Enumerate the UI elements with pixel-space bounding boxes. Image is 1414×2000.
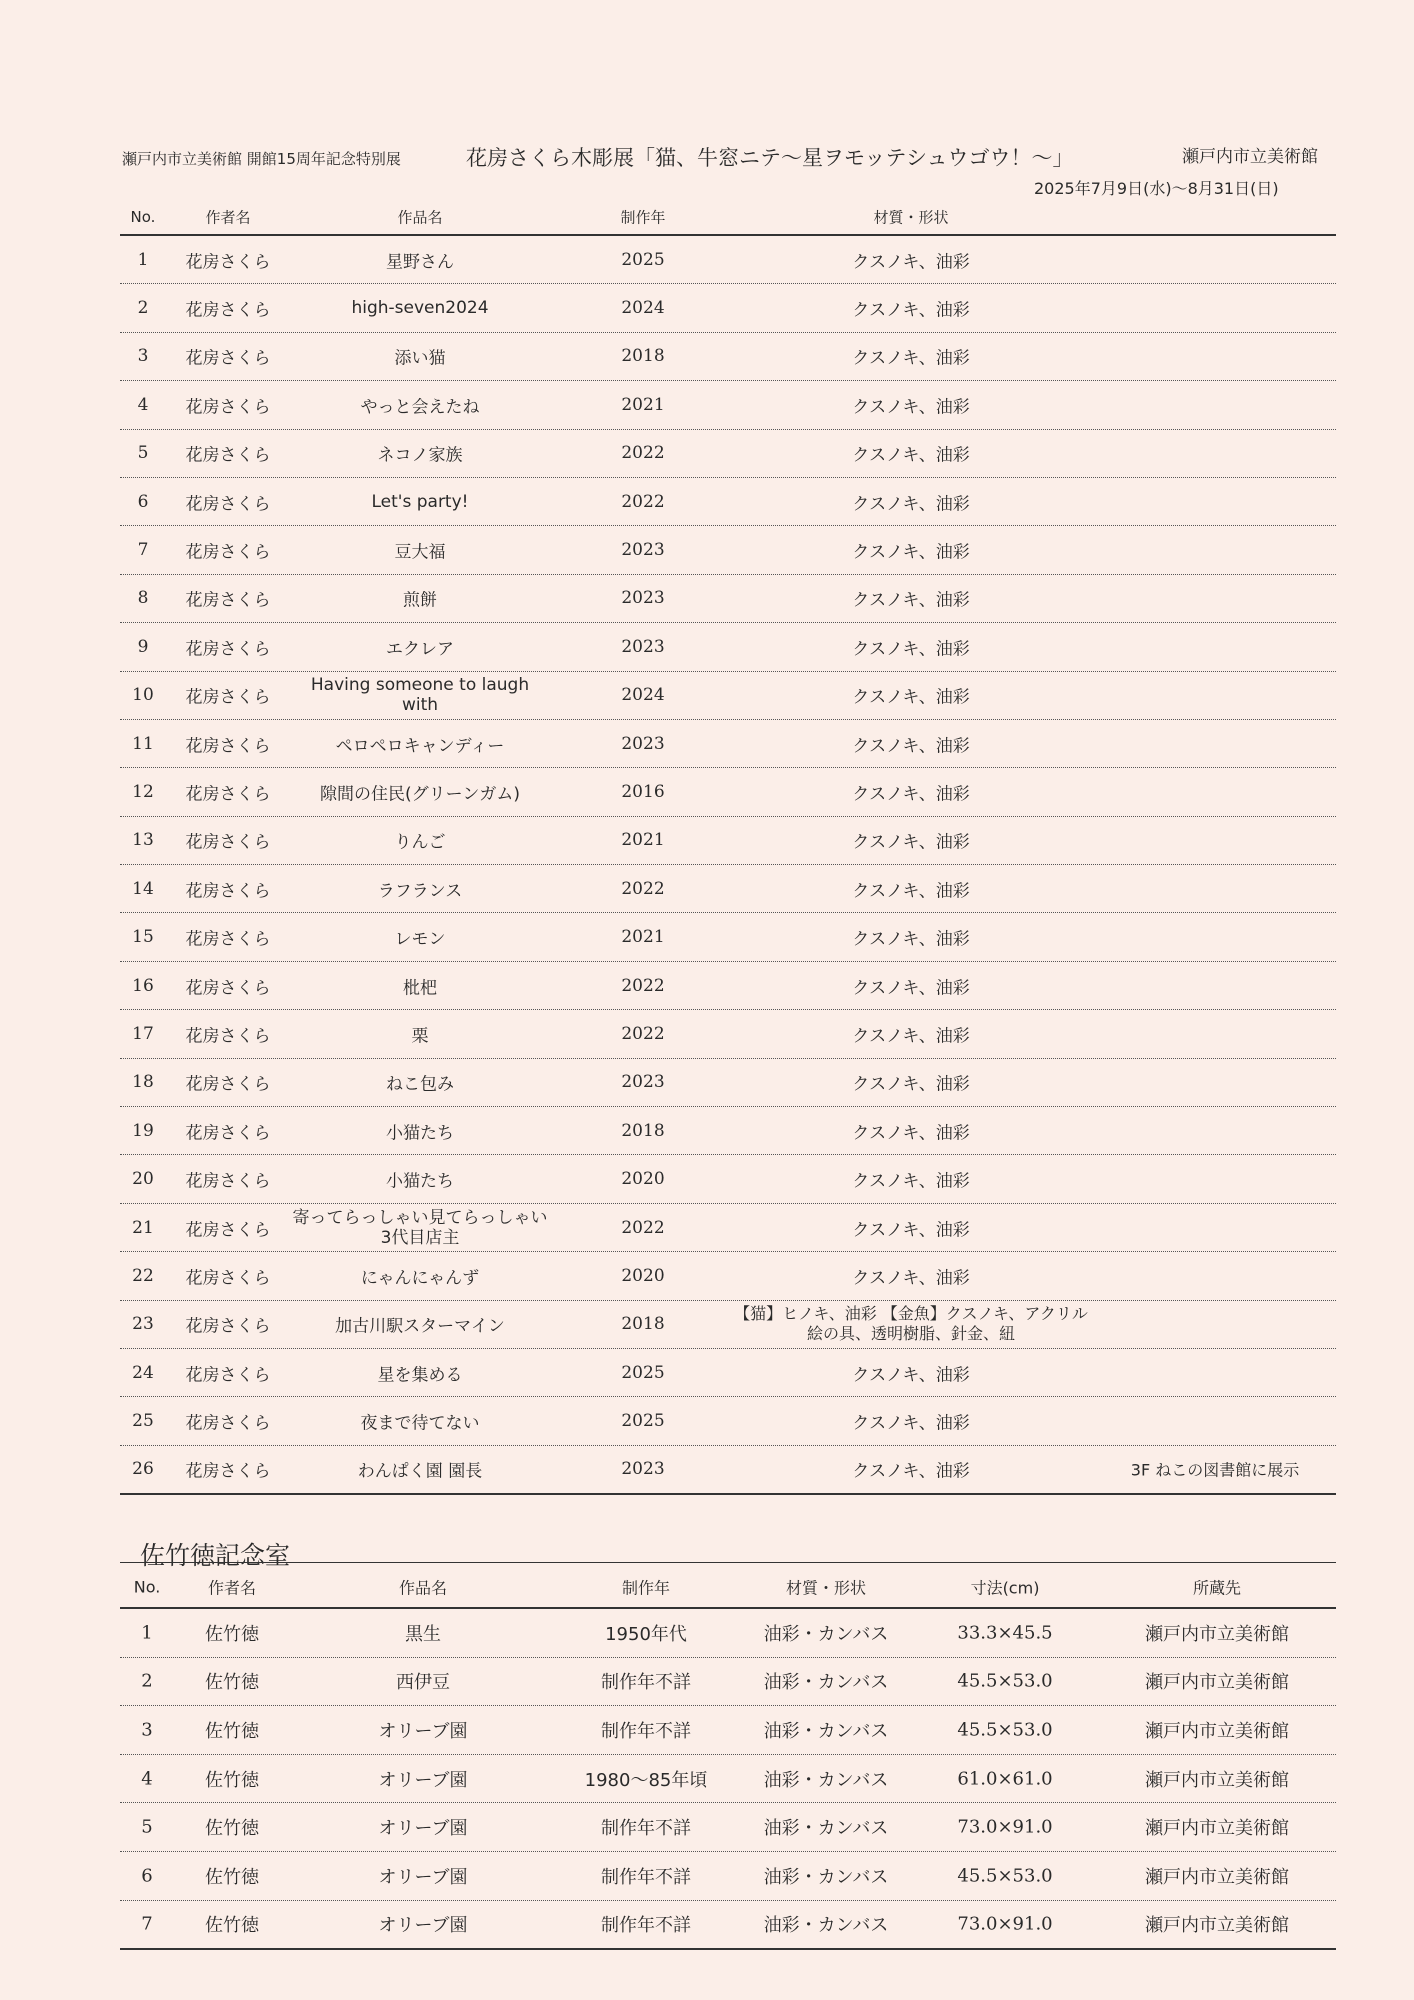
- row-work: ねこ包み: [386, 1074, 454, 1095]
- row-year: 2018: [621, 346, 665, 367]
- row-author: 花房さくら: [185, 1171, 271, 1192]
- row-no: 16: [132, 975, 154, 996]
- row-work: オリーブ園: [378, 1720, 468, 1742]
- row-no: 2: [137, 298, 149, 319]
- row-author: 花房さくら: [185, 639, 271, 660]
- row-author: 花房さくら: [185, 252, 271, 273]
- row-material: クスノキ、油彩: [852, 1026, 970, 1047]
- row-material: クスノキ、油彩: [852, 687, 970, 708]
- row-author: 佐竹徳: [205, 1818, 259, 1840]
- row-author: 花房さくら: [185, 1220, 271, 1240]
- table-row: [120, 1852, 1336, 1901]
- row-no: 4: [141, 1768, 153, 1790]
- row-material: クスノキ、油彩: [852, 929, 970, 950]
- row-year: 2025: [621, 1362, 665, 1383]
- row-no: 13: [132, 830, 154, 851]
- header-subtitle: 瀬戸内市立美術館 開館15周年記念特別展: [122, 150, 401, 168]
- row-work: オリーブ園: [378, 1769, 468, 1791]
- table-row: [120, 1204, 1336, 1252]
- header-work: 作品名: [398, 1578, 448, 1597]
- row-year: 2022: [621, 443, 665, 464]
- row-work: [311, 675, 529, 715]
- row-year: 制作年不詳: [601, 1672, 691, 1694]
- row-work: やっと会えたね: [360, 397, 480, 418]
- row-year: 2023: [621, 1072, 665, 1093]
- row-author: 花房さくら: [185, 1268, 271, 1289]
- header-material: 材質・形状: [873, 208, 949, 227]
- row-year: 2024: [621, 685, 665, 706]
- row-no: 1: [141, 1622, 153, 1644]
- row-size: 33.3×45.5: [957, 1622, 1053, 1644]
- works-table-header: [120, 200, 1336, 236]
- row-material: クスノキ、油彩: [852, 1171, 970, 1192]
- table-row: [120, 817, 1336, 865]
- row-year: 2020: [621, 1169, 665, 1190]
- row-size: 45.5×53.0: [957, 1865, 1053, 1887]
- row-year: 制作年不詳: [601, 1915, 691, 1937]
- row-work: 夜まで待てない: [360, 1413, 480, 1434]
- table-row: [120, 1446, 1336, 1495]
- row-work: 黒生: [405, 1623, 441, 1645]
- row-no: 18: [132, 1072, 154, 1093]
- row-year: 2018: [621, 1120, 665, 1141]
- row-work: 豆大福: [394, 542, 446, 563]
- memorial-table: [120, 1566, 1336, 1950]
- table-row: [120, 1706, 1336, 1755]
- row-material: クスノキ、油彩: [852, 348, 970, 369]
- row-no: 25: [132, 1411, 154, 1432]
- memorial-table-header: [120, 1566, 1336, 1609]
- memorial-table-body: [120, 1609, 1336, 1950]
- page-title: 花房さくら木彫展「猫、牛窓ニテ～星ヲモッテシュウゴウ！～」: [466, 146, 1074, 170]
- row-year: 2023: [621, 733, 665, 754]
- row-year: 制作年不詳: [601, 1866, 691, 1888]
- row-material: 油彩・カンバス: [763, 1866, 889, 1888]
- row-material: [734, 1304, 1088, 1344]
- row-year: 2022: [621, 491, 665, 512]
- row-owner: 瀬戸内市立美術館: [1145, 1672, 1289, 1694]
- row-year: 1980～85年頃: [584, 1769, 708, 1791]
- row-work: 加古川駅スターマイン: [335, 1316, 505, 1337]
- row-no: 3: [141, 1719, 153, 1741]
- header-material: 材質・形状: [785, 1578, 867, 1597]
- header-no: No.: [130, 208, 156, 226]
- header-year: 制作年: [621, 1578, 671, 1597]
- row-no: 17: [132, 1023, 154, 1044]
- row-material: クスノキ、油彩: [852, 736, 970, 757]
- table-row: [120, 1901, 1336, 1951]
- row-material: クスノキ、油彩: [852, 397, 970, 418]
- row-no: 20: [132, 1169, 154, 1190]
- row-material: クスノキ、油彩: [852, 1365, 970, 1386]
- row-material: クスノキ、油彩: [852, 1123, 970, 1144]
- row-no: 12: [132, 781, 154, 802]
- row-year: 2023: [621, 636, 665, 657]
- row-material: クスノキ、油彩: [852, 1268, 970, 1289]
- row-no: 7: [137, 540, 149, 561]
- row-work: 栗: [411, 1026, 429, 1047]
- museum-name: 瀬戸内市立美術館: [1182, 147, 1318, 167]
- row-work: [293, 1208, 548, 1248]
- row-year: 2025: [621, 1411, 665, 1432]
- table-row: [120, 1107, 1336, 1155]
- row-work-line2: with: [401, 695, 439, 716]
- row-author: 佐竹徳: [205, 1672, 259, 1694]
- row-year: 1950年代: [605, 1623, 687, 1645]
- row-work: オリーブ園: [378, 1818, 468, 1840]
- row-no: 8: [137, 588, 149, 609]
- row-year: 2021: [621, 830, 665, 851]
- row-work: レモン: [394, 929, 446, 950]
- row-work: 隙間の住民(グリーンガム): [320, 784, 520, 805]
- row-no: 6: [141, 1865, 153, 1887]
- row-material: クスノキ、油彩: [852, 590, 970, 611]
- row-owner: 瀬戸内市立美術館: [1145, 1915, 1289, 1937]
- row-work: ネコノ家族: [377, 445, 463, 466]
- row-no: 10: [132, 685, 154, 706]
- row-work-line1: 寄ってらっしゃい見てらっしゃい: [292, 1207, 548, 1228]
- table-row: [120, 478, 1336, 526]
- row-material: 油彩・カンバス: [763, 1672, 889, 1694]
- table-row: [120, 1658, 1336, 1707]
- row-author: 花房さくら: [185, 300, 271, 321]
- row-material: クスノキ、油彩: [852, 784, 970, 805]
- section-title: 佐竹徳記念室: [140, 1541, 291, 1570]
- row-author: 花房さくら: [185, 736, 271, 757]
- row-work-line1: Having someone to laugh: [310, 675, 530, 696]
- row-material-line1: 【猫】ヒノキ、油彩 【金魚】クスノキ、アクリル: [734, 1304, 1088, 1324]
- row-material: クスノキ、油彩: [852, 300, 970, 321]
- row-size: 61.0×61.0: [957, 1768, 1053, 1790]
- table-row: [120, 865, 1336, 913]
- table-row: [120, 1059, 1336, 1107]
- row-author: 花房さくら: [185, 1026, 271, 1047]
- header-work: 作品名: [397, 208, 443, 227]
- row-year: 2021: [621, 927, 665, 948]
- row-material: クスノキ、油彩: [852, 1461, 970, 1482]
- table-row: [120, 333, 1336, 381]
- row-work: 星野さん: [386, 252, 454, 273]
- row-author: 花房さくら: [185, 445, 271, 466]
- row-author: 花房さくら: [185, 1123, 271, 1144]
- row-no: 23: [132, 1314, 154, 1335]
- row-author: 佐竹徳: [205, 1720, 259, 1742]
- row-work: Let's party!: [371, 491, 469, 512]
- row-no: 22: [132, 1265, 154, 1286]
- row-no: 21: [132, 1217, 154, 1238]
- row-no: 7: [141, 1913, 153, 1935]
- row-author: 佐竹徳: [205, 1769, 259, 1791]
- row-work: りんご: [394, 832, 446, 853]
- row-material-line2: 絵の具、透明樹脂、針金、紐: [806, 1324, 1016, 1344]
- table-row: [120, 1010, 1336, 1058]
- row-work: 西伊豆: [396, 1672, 450, 1694]
- row-author: 花房さくら: [185, 1365, 271, 1386]
- row-owner: 瀬戸内市立美術館: [1145, 1720, 1289, 1742]
- row-year: 制作年不詳: [601, 1818, 691, 1840]
- header-year: 制作年: [620, 208, 666, 227]
- row-work: high-seven2024: [351, 298, 489, 319]
- table-row: [120, 768, 1336, 816]
- header-owner: 所蔵先: [1192, 1578, 1242, 1597]
- row-year: 2025: [621, 249, 665, 270]
- row-author: 佐竹徳: [205, 1866, 259, 1888]
- works-table-body: [120, 236, 1336, 1495]
- row-no: 3: [137, 346, 149, 367]
- row-material: クスノキ、油彩: [852, 639, 970, 660]
- row-material: クスノキ、油彩: [852, 832, 970, 853]
- row-author: 花房さくら: [185, 1413, 271, 1434]
- row-no: 6: [137, 491, 149, 512]
- row-owner: 瀬戸内市立美術館: [1145, 1866, 1289, 1888]
- header-no: No.: [133, 1577, 161, 1596]
- row-year: 2023: [621, 588, 665, 609]
- row-no: 9: [137, 636, 149, 657]
- row-no: 19: [132, 1120, 154, 1141]
- row-size: 73.0×91.0: [957, 1816, 1053, 1838]
- exhibition-dates: 2025年7月9日(水)～8月31日(日): [1034, 179, 1279, 198]
- row-material: クスノキ、油彩: [852, 1074, 970, 1095]
- row-author: 花房さくら: [185, 1316, 271, 1337]
- table-row: [120, 430, 1336, 478]
- table-row: [120, 381, 1336, 429]
- row-no: 5: [137, 443, 149, 464]
- row-year: 2022: [621, 975, 665, 996]
- table-row: [120, 1301, 1336, 1349]
- row-no: 2: [141, 1670, 153, 1692]
- table-row: [120, 672, 1336, 720]
- row-no: 1: [137, 249, 149, 270]
- table-row: [120, 1349, 1336, 1397]
- row-year: 2022: [621, 1217, 665, 1238]
- row-author: 花房さくら: [185, 929, 271, 950]
- row-material: クスノキ、油彩: [852, 1220, 970, 1240]
- row-note: 3F ねこの図書館に展示: [1130, 1460, 1300, 1480]
- row-owner: 瀬戸内市立美術館: [1145, 1818, 1289, 1840]
- row-work: ラフランス: [377, 881, 463, 902]
- row-year: 2018: [621, 1314, 665, 1335]
- row-no: 26: [132, 1459, 154, 1480]
- works-table: [120, 200, 1336, 1495]
- row-year: 2022: [621, 878, 665, 899]
- row-material: クスノキ、油彩: [852, 445, 970, 466]
- row-year: 2023: [621, 540, 665, 561]
- row-author: 花房さくら: [185, 881, 271, 902]
- row-author: 花房さくら: [185, 1461, 271, 1482]
- row-material: クスノキ、油彩: [852, 978, 970, 999]
- row-work: 星を集める: [377, 1365, 463, 1386]
- table-row: [120, 1252, 1336, 1300]
- row-material: クスノキ、油彩: [852, 881, 970, 902]
- row-year: 2023: [621, 1459, 665, 1480]
- row-no: 24: [132, 1362, 154, 1383]
- row-no: 4: [137, 394, 149, 415]
- row-work: 枇杷: [403, 978, 437, 999]
- row-author: 佐竹徳: [205, 1915, 259, 1937]
- row-material: クスノキ、油彩: [852, 1413, 970, 1434]
- table-row: [120, 1155, 1336, 1203]
- row-year: 2021: [621, 394, 665, 415]
- row-material: 油彩・カンバス: [763, 1769, 889, 1791]
- row-material: 油彩・カンバス: [763, 1818, 889, 1840]
- row-no: 11: [132, 733, 154, 754]
- row-no: 15: [132, 927, 154, 948]
- row-work: オリーブ園: [378, 1866, 468, 1888]
- row-author: 花房さくら: [185, 494, 271, 515]
- row-author: 花房さくら: [185, 832, 271, 853]
- row-work: 小猫たち: [386, 1123, 454, 1144]
- row-year: 2024: [621, 298, 665, 319]
- table-row: [120, 1803, 1336, 1852]
- table-row: [120, 1397, 1336, 1445]
- row-material: クスノキ、油彩: [852, 252, 970, 273]
- table-row: [120, 913, 1336, 961]
- row-size: 45.5×53.0: [957, 1719, 1053, 1741]
- row-work: 添い猫: [394, 348, 446, 369]
- row-work: 煎餅: [403, 590, 437, 611]
- row-work: にゃんにゃんず: [360, 1268, 480, 1289]
- table-row: [120, 623, 1336, 671]
- table-row: [120, 720, 1336, 768]
- row-work-line2: 3代目店主: [380, 1227, 460, 1248]
- row-work: ペロペロキャンディー: [335, 736, 505, 757]
- row-size: 73.0×91.0: [957, 1913, 1053, 1935]
- table-row: [120, 526, 1336, 574]
- row-material: 油彩・カンバス: [763, 1720, 889, 1742]
- row-owner: 瀬戸内市立美術館: [1145, 1623, 1289, 1645]
- row-material: クスノキ、油彩: [852, 494, 970, 515]
- row-author: 花房さくら: [185, 542, 271, 563]
- row-work: エクレア: [386, 639, 454, 660]
- table-row: [120, 575, 1336, 623]
- table-row: [120, 236, 1336, 284]
- row-author: 佐竹徳: [205, 1623, 259, 1645]
- table-row: [120, 1755, 1336, 1804]
- row-year: 2020: [621, 1265, 665, 1286]
- row-size: 45.5×53.0: [957, 1670, 1053, 1692]
- row-year: 2022: [621, 1023, 665, 1044]
- row-material: 油彩・カンバス: [763, 1915, 889, 1937]
- table-row: [120, 284, 1336, 332]
- row-author: 花房さくら: [185, 784, 271, 805]
- header-size: 寸法(cm): [970, 1578, 1040, 1597]
- row-author: 花房さくら: [185, 397, 271, 418]
- row-year: 2016: [621, 781, 665, 802]
- row-author: 花房さくら: [185, 590, 271, 611]
- row-work: オリーブ園: [378, 1915, 468, 1937]
- row-work: 小猫たち: [386, 1171, 454, 1192]
- table-row: [120, 1609, 1336, 1658]
- header-author: 作者名: [205, 208, 251, 227]
- section-divider: [120, 1562, 1336, 1563]
- row-material: 油彩・カンバス: [763, 1623, 889, 1645]
- header-author: 作者名: [207, 1578, 257, 1597]
- row-author: 花房さくら: [185, 978, 271, 999]
- row-author: 花房さくら: [185, 348, 271, 369]
- row-owner: 瀬戸内市立美術館: [1145, 1769, 1289, 1791]
- row-work: わんぱく園 園長: [357, 1461, 483, 1482]
- row-author: 花房さくら: [185, 1074, 271, 1095]
- row-material: クスノキ、油彩: [852, 542, 970, 563]
- table-row: [120, 962, 1336, 1010]
- row-no: 14: [132, 878, 154, 899]
- row-year: 制作年不詳: [601, 1720, 691, 1742]
- row-no: 5: [141, 1816, 153, 1838]
- row-author: 花房さくら: [185, 687, 271, 708]
